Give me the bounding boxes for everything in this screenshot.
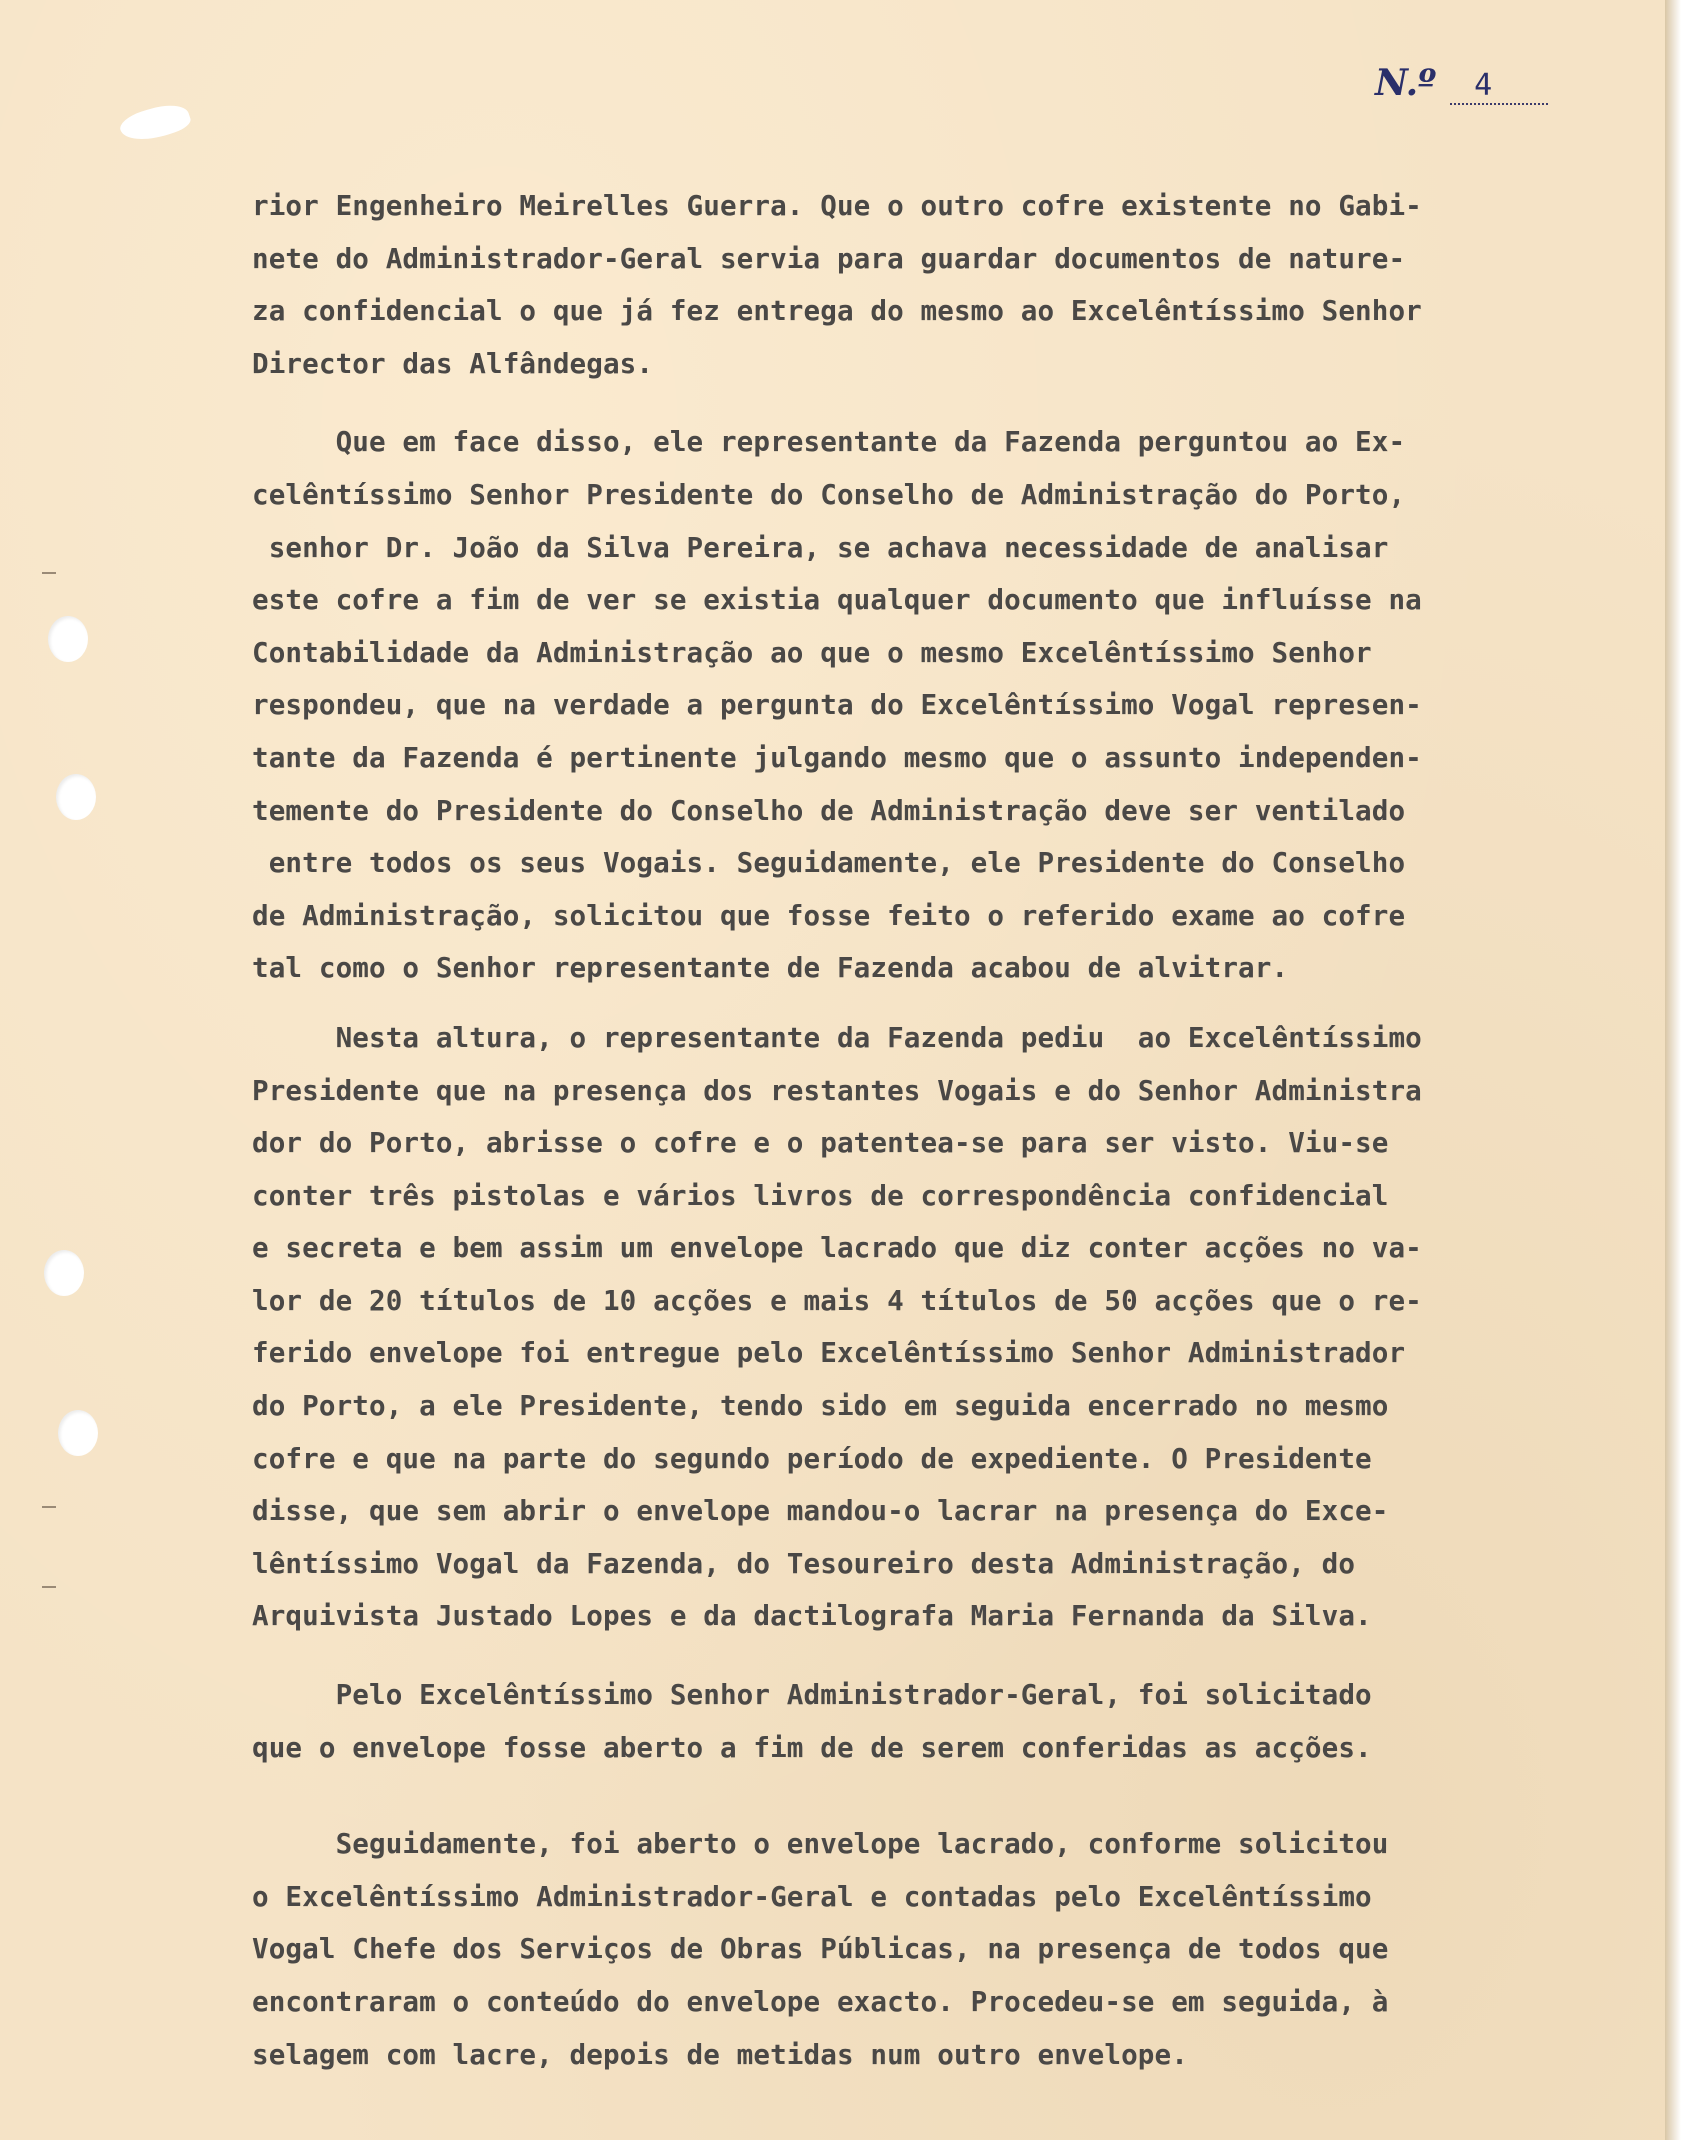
- text-line: respondeu, que na verdade a pergunta do Excelêntíssimo Vogal represen-: [252, 688, 1422, 722]
- paragraph: [252, 1818, 1642, 2081]
- text-line: Arquivista Justado Lopes e da dactilografa Maria Fernanda da Silva.: [252, 1599, 1372, 1633]
- text-line: tal como o Senhor representante de Fazenda acabou de alvitrar.: [252, 951, 1289, 985]
- text-line: celêntíssimo Senhor Presidente do Conselho de Administração do Porto,: [252, 477, 1406, 511]
- text-line: Que em face disso, ele representante da Fazenda perguntou ao Ex-: [252, 425, 1406, 459]
- margin-tick: [42, 572, 56, 574]
- margin-tick: [42, 1586, 56, 1588]
- paragraph: [252, 180, 1642, 390]
- text-line: o Excelêntíssimo Administrador-Geral e contadas pelo Excelêntíssimo: [252, 1879, 1372, 1913]
- paragraph: [252, 416, 1642, 995]
- text-line: do Porto, a ele Presidente, tendo sido em seguida encerrado no mesmo: [252, 1389, 1389, 1423]
- text-line: za confidencial o que já fez entrega do mesmo ao Excelêntíssimo Senhor: [252, 294, 1422, 328]
- text-line: que o envelope fosse aberto a fim de de serem conferidas as acções.: [252, 1730, 1372, 1764]
- text-line: e secreta e bem assim um envelope lacrado que diz conter acções no va-: [252, 1231, 1422, 1265]
- text-line: encontraram o conteúdo do envelope exacto. Procedeu-se em seguida, à: [252, 1985, 1389, 2018]
- punch-hole: [56, 774, 96, 820]
- page-number: [1375, 62, 1548, 105]
- text-line: Pelo Excelêntíssimo Senhor Administrador-Geral, foi solicitado: [252, 1678, 1372, 1712]
- text-line: lor de 20 títulos de 10 acções e mais 4 títulos de 50 acções que o re-: [252, 1283, 1422, 1317]
- text-line: Presidente que na presença dos restantes Vogais e do Senhor Administra: [252, 1073, 1422, 1107]
- text-line: selagem com lacre, depois de metidas num outro envelope.: [252, 2037, 1188, 2071]
- punch-hole: [44, 1250, 84, 1296]
- paragraph-gap: [252, 1643, 1642, 1669]
- text-line: tante da Fazenda é pertinente julgando mesmo que o assunto independen-: [252, 740, 1422, 774]
- text-line: dor do Porto, abrisse o cofre e o patentea-se para ser visto. Viu-se: [252, 1126, 1389, 1160]
- text-line: temente do Presidente do Conselho de Administração deve ser ventilado: [252, 793, 1406, 827]
- text-line: Seguidamente, foi aberto o envelope lacrado, conforme solicitou: [252, 1827, 1389, 1861]
- text-line: ferido envelope foi entregue pelo Excelêntíssimo Senhor Administrador: [252, 1336, 1406, 1370]
- text-line: senhor Dr. João da Silva Pereira, se achava necessidade de analisar: [252, 530, 1389, 564]
- paragraph-gap: [252, 390, 1642, 416]
- margin-tick: [42, 1506, 56, 1508]
- text-line: conter três pistolas e vários livros de correspondência confidencial: [252, 1178, 1389, 1212]
- text-line: cofre e que na parte do segundo período de expediente. O Presidente: [252, 1441, 1372, 1475]
- text-line: Contabilidade da Administração ao que o mesmo Excelêntíssimo Senhor: [252, 635, 1372, 669]
- paragraph: [252, 1669, 1642, 1774]
- text-line: disse, que sem abrir o envelope mandou-o lacrar na presença do Exce-: [252, 1494, 1389, 1528]
- punch-hole: [58, 1410, 98, 1456]
- text-line: Vogal Chefe dos Serviços de Obras Públicas, na presença de todos que: [252, 1932, 1389, 1966]
- page-edge: [1665, 0, 1685, 2140]
- paragraph: [252, 1012, 1642, 1643]
- text-line: de Administração, solicitou que fosse feito o referido exame ao cofre: [252, 898, 1406, 932]
- page-number-value: 4: [1450, 68, 1548, 105]
- text-line: lêntíssimo Vogal da Fazenda, do Tesoureiro desta Administração, do: [252, 1546, 1356, 1580]
- text-line: Director das Alfândegas.: [252, 346, 654, 380]
- text-line: nete do Administrador-Geral servia para guardar documentos de nature-: [252, 241, 1406, 275]
- text-line: este cofre a fim de ver se existia qualquer documento que influísse na: [252, 583, 1422, 617]
- text-line: Nesta altura, o representante da Fazenda pediu ao Excelêntíssimo: [252, 1020, 1422, 1054]
- punch-hole: [48, 616, 88, 662]
- typed-body-text: [252, 180, 1642, 2081]
- page-number-label: N.º: [1375, 62, 1437, 104]
- paper-damage-mark: [117, 98, 193, 148]
- paragraph-gap: [252, 995, 1642, 1012]
- paragraph-gap: [252, 1774, 1642, 1818]
- text-line: rior Engenheiro Meirelles Guerra. Que o outro cofre existente no Gabi-: [252, 189, 1422, 222]
- text-line: entre todos os seus Vogais. Seguidamente, ele Presidente do Conselho: [252, 846, 1406, 880]
